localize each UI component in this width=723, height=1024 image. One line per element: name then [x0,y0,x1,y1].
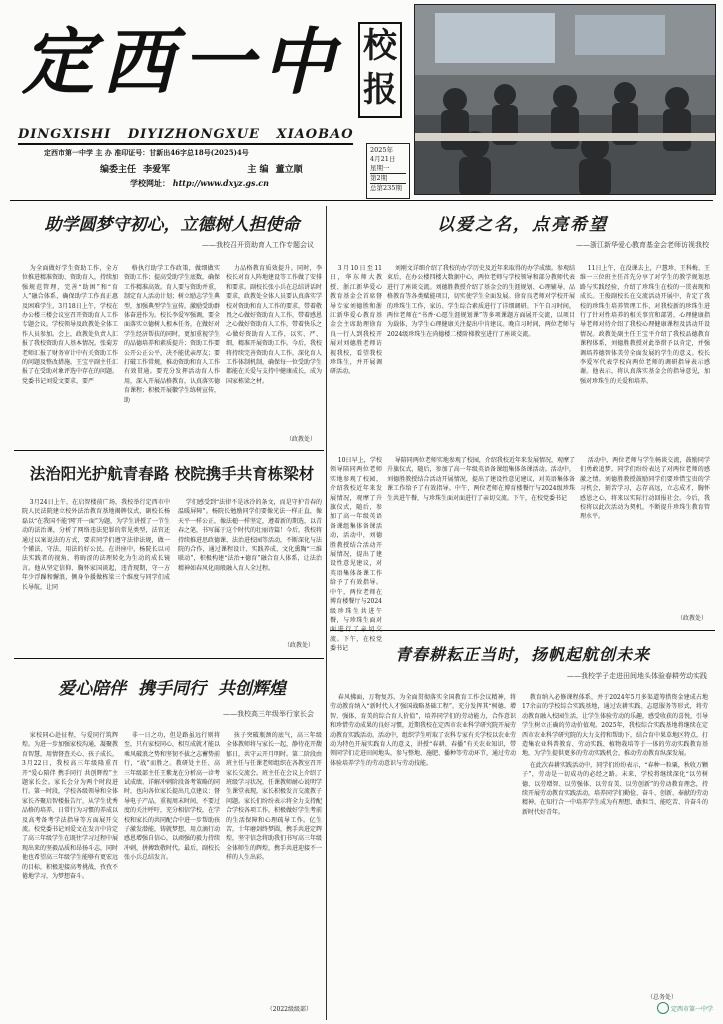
website-label: 学校网址： [130,178,170,188]
article-subtitle: ——我校学子走进田间地头体验春耕劳动实践 [567,672,707,680]
article-title: 助学圆梦守初心，立德树人担使命 [44,215,300,235]
school-logo-text: 定西市第一中学 [670,1005,713,1013]
editor-name: 李爱军 [143,165,171,175]
article-subtitle: ——浙江新华爱心教育基金会老师访视我校 [576,241,709,249]
article-column-1: 家校同心赴征程，与爱同行筑辉煌。为进一步加强家校沟通，凝聚教育智慧，用情督查关心、孩子成长，3月22日，我校高三年级隆重召开“爱心陪伴 携手同行 共创辉煌”主题家长会。家长会分为两个时段进行。第一时段，学校各级领导和全体家长齐聚启智楼报告厅，从学生优秀品格的培养、日常行为习惯的养成以及高考备考学法指导等方面展开交流。校党委书记刘爱文在发言中肯定了高三年级学生在既往学习过程中展现出来的坚毅品质和昂扬斗志，同时他也希望高三年级学生能够有更宏远的目标，积极迎接高考挑战，孜孜不倦地学习，为梦想奋斗。 [22,732,119,881]
total-issue: 总第235期 [370,183,406,193]
masthead-pinyin: DINGXISHI DIYIZHONGXUE XIAOBAO [18,127,354,142]
article-column-3: 孩子突破瓶颈的底气，高三年级全体教师将与家长一起，静待花开馥郁日，共守云开月明时。第二阶段由班主任与任课老师组织在各教室召开家长交流会。班主任在会议上介绍了班级学习状况，任课教师耐心说明学生课堂表现，家长积极发言交流教子问题。家长们纷纷表示将全力支持配合学校各项工作，积极做好学生考前的生活保障和心理疏导工作。亿生苦，十年磨剑终梦圆，携手共进定辉煌，坚守信念将助我们书写高三年级全体师生的辉煌，携手共进迎接不一样的人生出彩。 [226,732,323,862]
article-column-3: 11日上午，在没课去上，户慧珍、王科梅、王维一三位班主任首先分享了对学生的教学规划思路与实践经验，介绍了珍珠生在校的一贯表现和成长。王俊副校长在交流活动开展中，肯定了我校的珍珠生培养管理工作，对我校新的珍珠生进行了针对性培养的相关事宜和部署，心理健康指导老师对待介绍了我校心理健康课程及活动开设情况。政教处副主任王宝平介绍了我校品德教育课程体系，刘德胜教授对此举措予以肯定，并强调培养德智体美劳全面发展的学生的意义。校长李爱军代表学校向两位老师的调研指导表示感谢。他表示，将认真落实基金会的指导意见，加强对珍珠生的关爱和培养。 [580,265,710,385]
article-subtitle: ——我校高三年级举行家长会 [223,710,314,718]
school-logo-icon [657,1002,669,1014]
article-column-1: 3月24日上午，在启智楼前广场，我校举行定西市中院人民法院建立校外法治教育基地揭牌仪式，副校长杨磊以“在我国不能‘网’开一面”为题，为学生讲授了一节生动的法治课，分析了网络违法犯罪的常见类型，法官还通过以案说法的方式，要求同学们遵守法律法规，做一个懂法、守法、用法的好公民。在讲座中，杨院长以司法实践者的视角，将晦涩的法理转化为生动的成长镜言。他从坚定信仰、胸怀家国谈起，违背现期，守一方年少浮躁和懈浪，侧身争援做栋梁三个维度与同学们成长导航，让同 [22,499,170,591]
date-weekday: 星期一 [370,164,390,172]
date-box [366,143,410,199]
issue-number: 第2期 [370,173,406,183]
article-column-2: 刘刚文详细介绍了我校的办学历史及近年来取得的办学成绩。参观结束后，在办公楼四楼大数据中心，两位老师与学校领导和部分教师代表进行了座谈交流。刘德胜教授介绍了基金会的生涯规划、心理辅导、品格教育等各类赋能项目，切实使学生全面发展。徐育良老师对学校开展的珍珠生工作，家访、学生综合素质进行了详细调研。下午自习时间，两位老师在“书香·心愿生涯规划课”等多项课题方面展开交流，以项目为载体，为学生心理健康关注提出中肯建议。晚自习时间，两位老师与2024级珍珠生在尚德楼二楼阶梯教室进行了座谈交流。 [387,265,575,338]
chief-name: 董立顺 [275,165,303,175]
article-title: 法治阳光护航青春路 校院携手共育栋梁材 [29,464,315,483]
article-subsidy-meeting [22,206,322,448]
editor-line [100,162,303,175]
article-column-2: 学们感受到“法律不是冰冷的条文，而是守护青春的温暖屏障”。杨院长勉励同学们要像光法一样正直，像天平一样公正，像法槌一样坚定，遵着新的期选，以青春之笔，书写属于这个时代的壮丽诗篇！今后，我校将持续推进思政德课、法治进校园等活动，不断深化与法院的合作，通过课程设计、实践养成、文化熏陶“三维联动”，积极构建“法治+德育”融合育人体系，让法治精神如春风化雨般融入育人全过程。 [178,499,323,572]
article-law-education [22,456,322,656]
article-labor-practice [330,634,715,1020]
masthead [0,0,723,200]
article-parents-meeting [22,662,322,1020]
article-signature: （政教处） [283,642,314,649]
paper-char-2: 报 [363,70,397,110]
article-column-2 [522,693,708,817]
article-signature: （政教处） [285,436,316,443]
website-line [130,178,269,189]
article-column-3: 活动中，两位老师与学生畅谈交流，鼓励同学们勇敢追梦，同学们纷纷表达了对两位老师的感激之情。刘德胜教授鼓励同学们要珍惜宝贵的学习机会，刻苦学习，志存高远，立志成才，胸怀感恩之心，将来以实际行动回报社会。今后，我校将以此次活动为契机，不断提升珍珠生教育管理水平。 [580,457,710,521]
article-charity-visit-continued [330,456,715,653]
school-name-calligraphy: 定西一中 [22,19,343,104]
chief-label: 主 编 [247,165,269,175]
article-column-1: 春风拂面，万物复苏。为全面贯彻落实全国教育工作会议精神，将劳动教育纳入“新时代人才强国战略基础工程”，充分发挥其“树德、增智、强体、育美的综合育人价值”，培养同学们的劳动能力，合作意识和珍惜劳动成果的良好习惯，近期我校在定西市农业科学研究院开展劳动教育实践活动。活动中，组织学生听取了农科专家有关学校以农业劳动为特色开展实践育人的意义，讲授“春耕、春播”有关农业知识，带领同学们走进田间地头，参与整地、施肥、播种等劳动环节，通过劳动体验培养学生的劳动意识与劳动技能。 [330,694,517,767]
article-column-1: 3月10日至11日，华东师大教授、浙江新华爱心教育基金会首席督导专家刘德胜和浙江新华爱心教育基金会主席助理徐育良一行人到我校开展对刘德胜老师访视我校，看望我校珍珠生，并开展调研活动。 [330,265,382,376]
editor-label: 编委主任 [100,165,137,175]
article-column-1: 为全面做好学生资助工作，全方位推进精准资助、资助育人，持续加强规范管理，完善“助困”和“育人”融合体系，确保助学工作真正惠及困难学生，3月18日上午，学校在办公楼三楼会议室召开资助育人工作专题会议。学校领导及政教处全体工作人员参加。会上，政教处负责人汇报了我校资助育人基本情况。张菊芳老师汇报了财务审计中有关资助工作的问题及整改措施。王宝平副主任汇报了在受助对象评选中存在的问题。党委书记刘爱文要求，要严 [22,265,119,385]
article-title: 青春耕耘正当时，扬帆起航创未来 [394,645,650,664]
article-signature: （2022级级部） [266,1006,312,1013]
date-year: 2025年 [370,146,394,154]
paper-label-box [358,22,402,118]
school-logo [657,1002,713,1014]
article-column-3: 力品格教育质效提升。同时，李校长对育人阵地建设等工作做了安排和要求。副校长张小兵在总结讲话时要求，政教处全体人员要认真落实学校对资助和育人工作的要求，带着敬畏之心做好资助育人工作，带着感恩之心做好资助育人工作，带着快乐之心做好资助育人工作，以实、严、细，精准开展资助工作。今后，我校将持续完善资助育人工作，深化育人工作体制机制，确保每一位受助学生都能在关爱与支持中健康成长，成为国家栋梁之材。 [226,265,323,385]
classroom-photo [414,4,716,195]
website-url[interactable]: http://www.dxyz.gs.cn [172,178,269,188]
sponsor-line: 定西市第一中学 主 办 准印证号：甘新出46字总18号(2025)4号 [44,148,249,157]
article-title: 爱心陪伴 携手同行 共创辉煌 [58,679,286,699]
classroom-photo-graphic [415,5,716,195]
article-signature: （总务处） [646,994,677,1001]
article-title: 以爱之名，点亮希望 [437,215,608,235]
date-monthday: 4月21日 [370,155,396,163]
article-column-2: 格执行助学工作政策，做细做实资助工作；提高受助学生底数，确保工作精准高效。育人要与资助并重，制定育人活动计划；树立励志学生典型，加强典型学生宣传，激励受助群体奋进作为。校长李爱军强调，要全面落实立德树人根本任务，在做好对学生经济帮扶的同时，更加重视学生的品德培养和素质提升；资助工作要公开公正公平，决不能优亲厚友；要打破工作常规，推动资助和育人工作有效贯通。要充分发挥活动育人作用，深入开展品格教育，认真落实德育课程；积极开展徽学生练树宣传，助 [124,265,221,404]
article-signature: （政教处） [676,615,707,622]
article-column-1: 10日早上，学校领导陪同两位老师实地参观了校园，介绍我校近年来发展情况，观摩了升旗仪式，随后，参加了高一年级英语备课组集体备课活动，活动中，刘德胜教授结合活动开展情况，提出了建设性意见建议，对英语集体备课工作给予了有效指导。中午，两位老师在博育楼餐厅与2024级珍珠生共进午餐，与珍珠生面对 流。下午，在校党委书记 [330,457,382,653]
article-column-2: 导陪同两位老师实地参观了校园，介绍我校近年来发展情况，观摩了升旗仪式，随后，参加了高一年级英语备课组集体备课活动。活动中，刘德胜教授结合活动开展情况，提出了建设性意见建议，对英语集体备课工作给予了有效指导。中午，两位老师在博育楼餐厅与2024级珍珠生共进午餐，与珍珠生面对面进行了亲切交流。下午，在校党委书记 [387,457,575,502]
paper-char-1: 校 [363,26,397,66]
article-column-2: 非一日之功，但是路虽远行则将至，只有家校同心，相互成就才能以乘风破浪之势和坚韧不拔之志蓄势前行，“战”而胜之。教研处主任、高三年级部主任王紫龙在分析高一诊考试成绩、详解冲刺阶段备考策略的同时，也向各位家长提出几点建议：督导电子产品，重视周末时间，不要过度的关注呼吁，充分相信学校，在学校和家长的共同配合中进一步帮助孩子激发潜能，铸就梦想，用点滴行动感恩增强自信心，以顽强的毅力持续冲刺，拼搏致敬时代。最后，副校长张小兵总结发言。 [124,732,221,862]
article-subtitle: ——我校召开资助育人工作专题会议 [202,241,314,249]
article-paragraph: 教育纳入必修课程体系，并于2024年5月多渠道筹措资金建成占地17余亩的学校综合实践基地，通过农耕实践、志愿服务等形式，将劳动教育融入校园生活，让学生体验劳动的乐趣，感受收获的喜悦，引导学生树立正确的劳动价值观。2025年，我校综合实践基地将继续在定西市农业科学研究院的大力支持和帮助下，结合育中果草地区特点，打造集农业科普教育、劳动实践、植物栽培等于一体的劳动实践教育基地，为学生提供更多的劳动实践机会，推动劳动教育纵深发展。 [522,694,709,758]
article-paragraph: 在此次春耕实践活动中，同学们纷纷表示，“春种一粒粟，秋收万颗子”，劳动是一切成功的必经之路。未来，学校将继续深化“以劳树德、以劳增智、以劳强体、以劳育美、以劳创新”的劳动教育理念，持续开展劳动教育实践活动，培养同学们勤俭、奋斗、创新、奉献的劳动精神，在知行合一中培养学生成为有理想、敢担当、能吃苦、肯奋斗的新时代好青年。 [522,761,709,816]
